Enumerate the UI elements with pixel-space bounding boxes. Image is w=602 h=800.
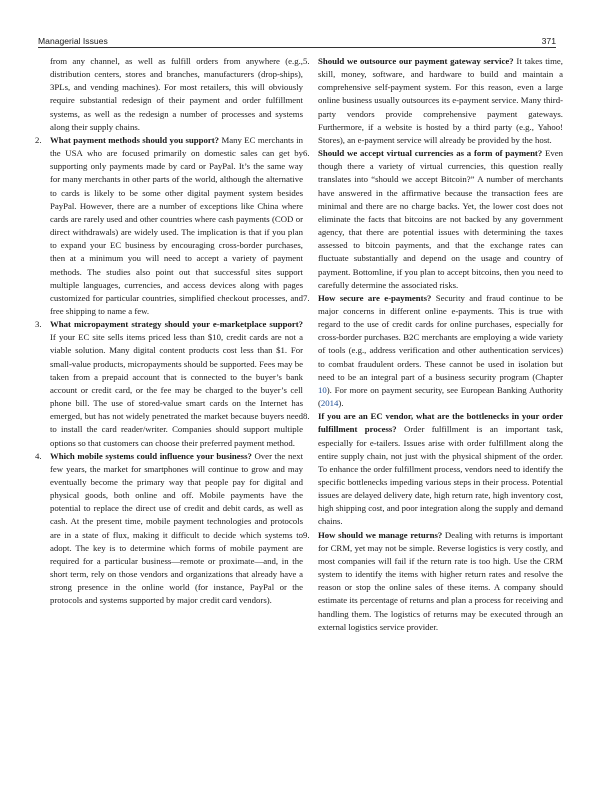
continuation-paragraph: from any channel, as well as fulfill orders from anywhere (e.g., distribution centers, stores and branches, manufacturers (drop-ships), 3PLs, and vending machines). For most retailers, this will obviously require substantial redesign of their payment and order fulfillment systems, as well as the redesign a number of processes and systems along their supply chains. bbox=[50, 56, 303, 132]
item-number: 9. bbox=[303, 529, 310, 540]
list-item bbox=[303, 292, 563, 410]
running-head bbox=[38, 30, 556, 46]
item-body: Over the next few years, the market for smartphones will continue to grow and may eventually become the primary way that people pay for digital and physical goods, both online and off. Mobile payments have the potential to replace the direct use of credit and debit cards, as well as cash. At the present time, mobile payment technologies and protocols are in a state of flux, making it difficult to decide which systems to adopt. The key is to determine which forms of mobile payment are required for a particular business—remote or proximate—and, in the short term, rely on those vendors and organizations that already have a strong presence in the online world (for instance, PayPal or the protocols and systems supported by major credit card vendors). bbox=[50, 450, 304, 606]
list-item bbox=[303, 529, 563, 634]
item-question: Which mobile systems could influence your business? bbox=[50, 450, 252, 461]
item-body: ). bbox=[338, 398, 344, 409]
chapter-reference-link[interactable]: 10 bbox=[318, 384, 327, 395]
item-body: Many EC merchants in the USA who are focused primarily on domestic sales can get by supporting only payments made by card or PayPal. It’s the same way for many merchants in other parts of the world, although the alternative to cards is likely to be some other digital payment system besides PayPal. However, there are a number of exceptions like China where cards are rarely used and other countries where cash payments (COD or direct withdrawals) are widely used. The implication is that if you plan to expand your EC business by encouraging cross-border purchases, then at a minimum you will need to accept a variety of payment methods. The studies also point out that successful sites support multiple languages, currencies, and access devices along with pages customized for particular countries, simplified checkout processes, and free shipping to name a few. bbox=[50, 134, 303, 316]
item-question: What micropayment strategy should your e-marketplace support? bbox=[50, 319, 303, 330]
item-number: 4. bbox=[35, 450, 42, 461]
item-question: Should we accept virtual currencies as a form of payment? bbox=[318, 148, 543, 159]
item-body: Order fulfillment is an important task, especially for e-tailers. Issues arise with order fulfillment along the entire supply chain, not just with the physical shipment of the order. To enhance the order fulfillment process, vendors need to identify the specific bottlenecks impeding various steps in their process. Potential issues are delayed delivery date, high return rate, high inventory cost, high shipping cost, and poor integration along the supply and demand chains. bbox=[318, 424, 563, 527]
item-body: Dealing with returns is important for CRM, yet may not be simple. Reverse logistics is very costly, and most companies will fail if the return rate is too high. Use the CRM system to identify the items with higher return rates and resolve the reason or stop the online sales of these items. A company should estimate its percentage of returns and plan a process for receiving and handling them. The logistics of returns may be executed through an external logistics service provider. bbox=[318, 529, 563, 632]
item-body: It takes time, skill, money, software, and hardware to build and maintain a comprehensive self-payment system. For this reason, even a large online business usually outsources its e-payment service. Many third-party vendors provide comprehensive payment gateways. Furthermore, if a website is hosted by a third party (e.g., Yahoo! Stores), an e-payment service will already be provided by the host. bbox=[318, 56, 563, 145]
list-item bbox=[35, 134, 303, 318]
list-item bbox=[35, 318, 303, 450]
citation-year-link[interactable]: 2014 bbox=[320, 398, 339, 409]
list-item bbox=[303, 410, 563, 528]
item-body: Even though there a variety of virtual currencies, this question really translates into “should we accept Bitcoin?” A number of merchants have answered in the affirmative because the transaction fees are minimal and there are no charge backs. Yet, the lower cost does not eliminate the facts that bitcoins are not backed by any government agency, that there are potential issues with determining the taxes assessed to bitcoin payments, and that the exchange rates can fluctuate substantially and depend on the usage and country of payment. Bottomline, if you plan to accept bitcoins, then you need to carefully determine the associated risks. bbox=[318, 148, 564, 290]
list-item bbox=[303, 147, 563, 292]
item-question: How secure are e-payments? bbox=[318, 292, 432, 303]
item-question: What payment methods should you support? bbox=[50, 134, 220, 145]
section-title: Managerial Issues bbox=[38, 36, 108, 46]
item-number: 2. bbox=[35, 134, 42, 145]
item-body: ). For more on payment security, see European Banking Authority ( bbox=[318, 384, 563, 409]
page-number: 371 bbox=[541, 36, 556, 46]
item-question: Should we outsource our payment gateway service? bbox=[318, 56, 514, 66]
list-item bbox=[303, 55, 563, 147]
item-number: 3. bbox=[35, 319, 42, 330]
item-number: 6. bbox=[303, 148, 310, 159]
item-body: Security and fraud continue to be major concerns in different online e-payments. This is true with regard to the use of credit cards for online purchases, especially for cross-border purchases. B2C merchants are employing a wide variety of tools (e.g., address verification and other authentication services) to combat fraudulent orders. These cannot be used in isolation but need to be an integral part of a business security program (Chapter bbox=[318, 292, 564, 382]
item-number: 7. bbox=[303, 292, 310, 303]
list-item bbox=[35, 450, 303, 608]
header-rule bbox=[38, 47, 556, 48]
right-column bbox=[303, 55, 563, 634]
item-question: If you are an EC vendor, what are the bottlenecks in your order fulfillment process? bbox=[318, 411, 563, 435]
item-number: 8. bbox=[303, 411, 310, 422]
item-body: If your EC site sells items priced less than $10, credit cards are not a viable solution. Many digital content products cost less than $1. For small-value products, micropayments should be supported. Fees may be taken from a prepaid account that is connected to the buyer’s bank account or credit card, or the fee may be charged to the buyer’s cell phone bill. The use of stored-value smart cards on the Internet has emerged, but has not widely penetrated the market because buyers need to install the card reader/writer. Companies should support multiple options so that customers can choose their preferred payment method. bbox=[50, 332, 303, 448]
item-number: 5. bbox=[303, 56, 310, 66]
left-column bbox=[35, 55, 303, 608]
item-question: How should we manage returns? bbox=[318, 529, 443, 540]
